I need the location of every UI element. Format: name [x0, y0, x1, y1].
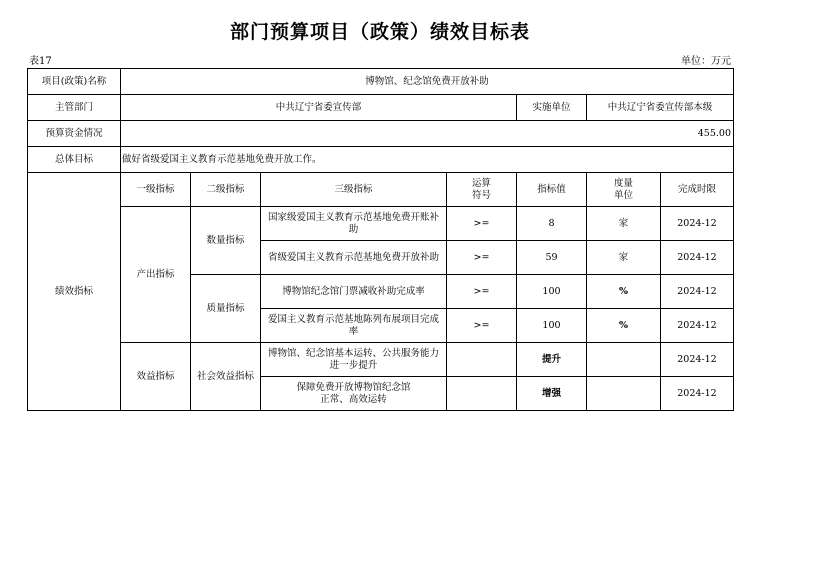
funds-label: 预算资金情况	[28, 121, 121, 147]
overall-goal-value: 做好省级爱国主义教育示范基地免费开放工作。	[121, 147, 734, 173]
unit-cell	[587, 377, 661, 411]
funds-value: 455.00	[121, 121, 734, 147]
target-value-cell: 增强	[517, 377, 587, 411]
implementing-unit-label: 实施单位	[517, 95, 587, 121]
target-value-cell: 提升	[517, 343, 587, 377]
unit-label: 单位：万元	[681, 56, 731, 67]
unit-cell: %	[587, 275, 661, 309]
indicator-row	[28, 343, 734, 377]
funds-row	[28, 121, 734, 147]
level3-indicator: 保障免费开放博物馆纪念馆 正常、高效运转	[261, 377, 447, 411]
unit-cell	[587, 343, 661, 377]
header-deadline: 完成时限	[661, 173, 734, 207]
performance-table	[27, 68, 734, 411]
target-value-cell: 100	[517, 309, 587, 343]
target-value-cell: 100	[517, 275, 587, 309]
operator-cell	[447, 377, 517, 411]
target-value-cell: 59	[517, 241, 587, 275]
deadline-cell: 2024-12	[661, 309, 734, 343]
overall-goal-row	[28, 147, 734, 173]
project-name-row	[28, 69, 734, 95]
department-value: 中共辽宁省委宣传部	[121, 95, 517, 121]
implementing-unit-value: 中共辽宁省委宣传部本级	[587, 95, 734, 121]
department-label: 主管部门	[28, 95, 121, 121]
level3-indicator: 博物馆、纪念馆基本运转、公共服务能力进一步提升	[261, 343, 447, 377]
level1-indicator: 产出指标	[121, 207, 191, 343]
department-row	[28, 95, 734, 121]
unit-cell: %	[587, 309, 661, 343]
deadline-cell: 2024-12	[661, 377, 734, 411]
project-name-value: 博物馆、纪念馆免费开放补助	[121, 69, 734, 95]
operator-cell: >=	[447, 207, 517, 241]
level1-indicator: 效益指标	[121, 343, 191, 411]
level3-indicator: 博物馆纪念馆门票减收补助完成率	[261, 275, 447, 309]
deadline-cell: 2024-12	[661, 343, 734, 377]
level3-indicator: 省级爱国主义教育示范基地免费开放补助	[261, 241, 447, 275]
performance-indicator-label: 绩效指标	[28, 173, 121, 411]
level3-indicator: 国家级爱国主义教育示范基地免费开账补助	[261, 207, 447, 241]
header-target-value: 指标值	[517, 173, 587, 207]
header-level3: 三级指标	[261, 173, 447, 207]
unit-cell: 家	[587, 241, 661, 275]
operator-cell: >=	[447, 275, 517, 309]
project-name-label: 项目(政策)名称	[28, 69, 121, 95]
table-number: 表17	[29, 56, 52, 67]
overall-goal-label: 总体目标	[28, 147, 121, 173]
operator-cell: >=	[447, 309, 517, 343]
header-level2: 二级指标	[191, 173, 261, 207]
deadline-cell: 2024-12	[661, 275, 734, 309]
page-title: 部门预算项目（政策）绩效目标表	[229, 21, 530, 43]
level2-indicator: 质量指标	[191, 275, 261, 343]
deadline-cell: 2024-12	[661, 241, 734, 275]
operator-cell: >=	[447, 241, 517, 275]
level2-indicator: 数量指标	[191, 207, 261, 275]
target-value-cell: 8	[517, 207, 587, 241]
unit-cell: 家	[587, 207, 661, 241]
level3-indicator: 爱国主义教育示范基地陈列布展项目完成率	[261, 309, 447, 343]
operator-cell	[447, 343, 517, 377]
level2-indicator: 社会效益指标	[191, 343, 261, 411]
header-operator: 运算 符号	[447, 173, 517, 207]
header-unit: 度量 单位	[587, 173, 661, 207]
header-level1: 一级指标	[121, 173, 191, 207]
deadline-cell: 2024-12	[661, 207, 734, 241]
indicator-header-row	[28, 173, 734, 207]
indicator-row	[28, 207, 734, 241]
